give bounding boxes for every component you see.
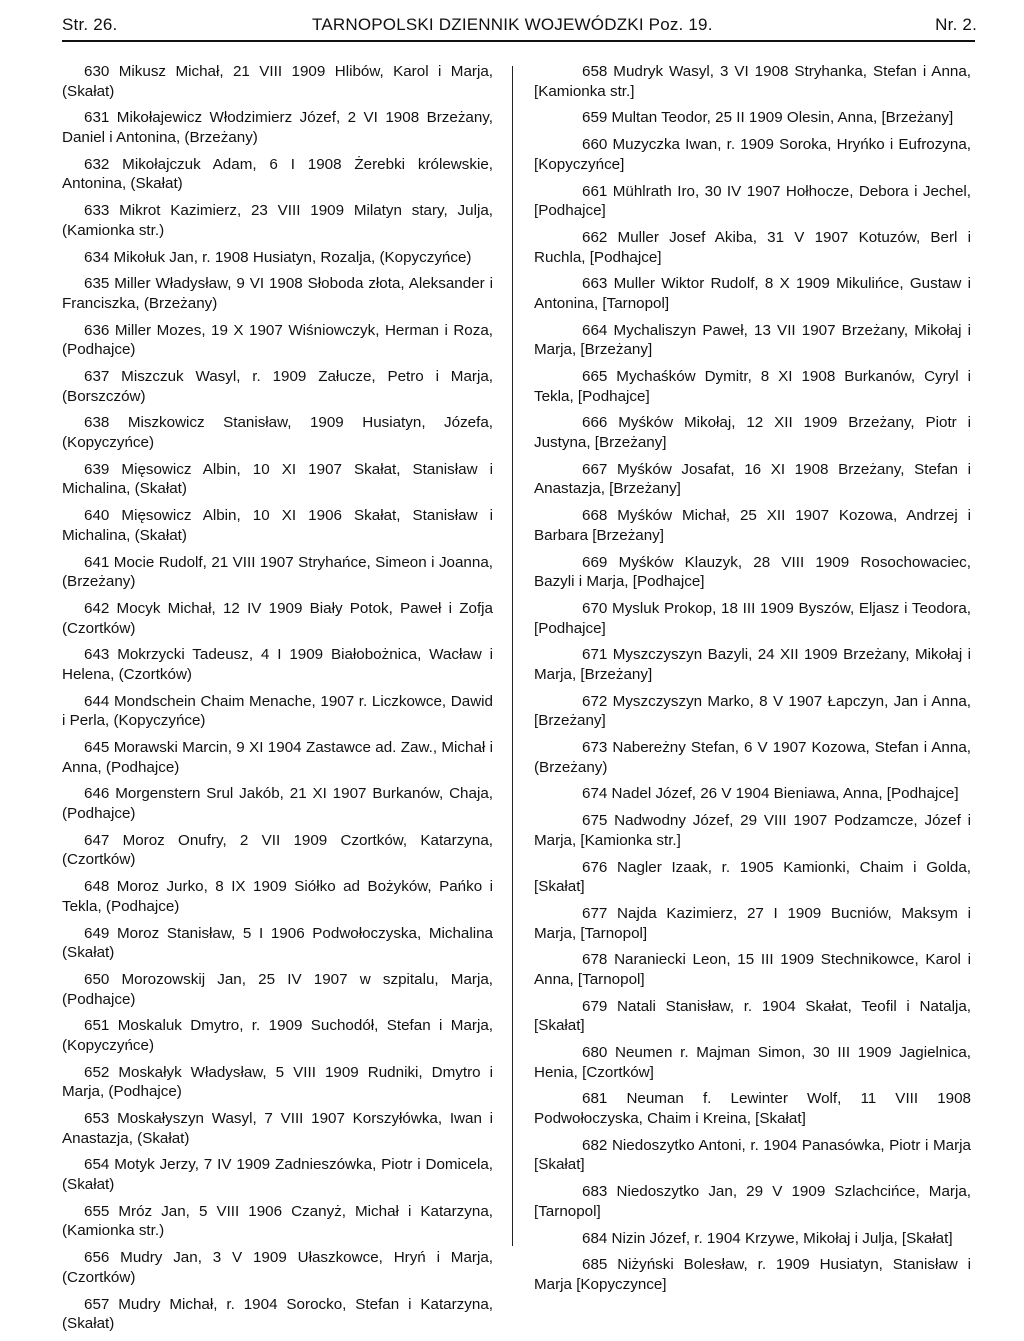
- register-entry: 664 Mychaliszyn Paweł, 13 VII 1907 Brzeżany, Mikołaj i Marja, [Brzeżany]: [534, 321, 971, 359]
- issue-number: Nr. 2.: [935, 15, 977, 34]
- right-column: [534, 62, 971, 1302]
- register-entry: 646 Morgenstern Srul Jakób, 21 XI 1907 Burkanów, Chaja, (Podhajce): [62, 785, 493, 822]
- register-entry: 655 Mróz Jan, 5 VIII 1906 Czanyż, Michał i Katarzyna, (Kamionka str.): [62, 1202, 493, 1240]
- left-column: [62, 62, 493, 1341]
- register-entry: 633 Mikrot Kazimierz, 23 VIII 1909 Milatyn stary, Julja, (Kamionka str.): [62, 202, 493, 239]
- register-entry: 665 Mychaśków Dymitr, 8 XI 1908 Burkanów, Cyryl i Tekla, [Podhajce]: [534, 368, 971, 405]
- register-entry: 638 Miszkowicz Stanisław, 1909 Husiatyn, Józefa, (Kopyczyńce): [62, 414, 493, 451]
- register-entry: 636 Miller Mozes, 19 X 1907 Wiśniowczyk, Herman i Roza, (Podhajce): [62, 321, 493, 359]
- register-entry: 683 Niedoszytko Jan, 29 V 1909 Szlachcińce, Marja, [Tarnopol]: [534, 1183, 971, 1220]
- header-rule: [62, 40, 975, 42]
- register-entry: 675 Nadwodny Józef, 29 VIII 1907 Podzamcze, Józef i Marja, [Kamionka str.]: [534, 812, 971, 849]
- register-entry: 631 Mikołajewicz Włodzimierz Józef, 2 VI 1908 Brzeżany, Daniel i Antonina, (Brzeżany): [62, 109, 493, 146]
- register-entry: 673 Nabereżny Stefan, 6 V 1907 Kozowa, Stefan i Anna, (Brzeżany): [534, 739, 971, 776]
- register-entry: 668 Myśków Michał, 25 XII 1907 Kozowa, Andrzej i Barbara [Brzeżany]: [534, 507, 971, 544]
- register-entry: 659 Multan Teodor, 25 II 1909 Olesin, Anna, [Brzeżany]: [582, 109, 954, 127]
- column-divider: [512, 66, 513, 1246]
- register-entry: 676 Nagler Izaak, r. 1905 Kamionki, Chaim i Golda, [Skałat]: [534, 858, 971, 896]
- register-entry: 654 Motyk Jerzy, 7 IV 1909 Zadnieszówka, Piotr i Domicela, (Skałat): [62, 1156, 493, 1193]
- register-entry: 684 Nizin Józef, r. 1904 Krzywe, Mikołaj i Julja, [Skałat]: [582, 1229, 953, 1247]
- page-header: [62, 12, 977, 38]
- register-entry: 634 Mikołuk Jan, r. 1908 Husiatyn, Rozalja, (Kopyczyńce): [84, 248, 472, 266]
- register-entry: 641 Mocie Rudolf, 21 VIII 1907 Stryhańce, Simeon i Joanna, (Brzeżany): [62, 553, 493, 591]
- register-entry: 669 Myśków Klauzyk, 28 VIII 1909 Rosochowaciec, Bazyli i Marja, [Podhajce]: [534, 553, 971, 591]
- register-entry: 656 Mudry Jan, 3 V 1909 Ułaszkowce, Hryń i Marja, (Czortków): [62, 1249, 493, 1286]
- register-entry: 630 Mikusz Michał, 21 VIII 1909 Hlibów, Karol i Marja, (Skałat): [62, 63, 493, 100]
- journal-title: TARNOPOLSKI DZIENNIK WOJEWÓDZKI Poz. 19.: [312, 15, 713, 34]
- register-entry: 662 Muller Josef Akiba, 31 V 1907 Kotuzów, Berl i Ruchla, [Podhajce]: [534, 228, 971, 266]
- register-entry: 650 Morozowskij Jan, 25 IV 1907 w szpitalu, Marja, (Podhajce): [62, 970, 493, 1008]
- register-entry: 645 Morawski Marcin, 9 XI 1904 Zastawce ad. Zaw., Michał i Anna, (Podhajce): [62, 739, 493, 776]
- register-entry: 644 Mondschein Chaim Menache, 1907 r. Liczkowce, Dawid i Perla, (Kopyczyńce): [62, 692, 493, 730]
- page-number: Str. 26.: [62, 15, 118, 34]
- register-entry: 667 Myśków Josafat, 16 XI 1908 Brzeżany, Stefan i Anastazja, [Brzeżany]: [534, 460, 971, 498]
- register-entry: 661 Mühlrath Iro, 30 IV 1907 Hołhocze, Debora i Jechel, [Podhajce]: [534, 182, 971, 220]
- register-entry: 632 Mikołajczuk Adam, 6 I 1908 Żerebki królewskie, Antonina, (Skałat): [62, 155, 493, 193]
- register-entry: 682 Niedoszytko Antoni, r. 1904 Panasówka, Piotr i Marja [Skałat]: [534, 1136, 971, 1174]
- register-entry: 648 Moroz Jurko, 8 IX 1909 Siółko ad Bożyków, Pańko i Tekla, (Podhajce): [62, 878, 493, 915]
- register-entry: 658 Mudryk Wasyl, 3 VI 1908 Stryhanka, Stefan i Anna, [Kamionka str.]: [534, 63, 971, 100]
- register-entry: 639 Mięsowicz Albin, 10 XI 1907 Skałat, Stanisław i Michalina, (Skałat): [62, 460, 493, 498]
- register-entry: 671 Myszczyszyn Bazyli, 24 XII 1909 Brzeżany, Mikołaj i Marja, [Brzeżany]: [534, 646, 971, 683]
- register-entry: 660 Muzyczka Iwan, r. 1909 Soroka, Hryńko i Eufrozyna, [Kopyczyńce]: [534, 136, 971, 173]
- register-entry: 681 Neuman f. Lewinter Wolf, 11 VIII 1908 Podwołoczyska, Chaim i Kreina, [Skałat]: [534, 1090, 971, 1128]
- register-entry: 677 Najda Kazimierz, 27 I 1909 Bucniów, Maksym i Marja, [Tarnopol]: [534, 904, 971, 942]
- register-entry: 680 Neumen r. Majman Simon, 30 III 1909 Jagielnica, Henia, [Czortków]: [534, 1044, 971, 1081]
- register-entry: 657 Mudry Michał, r. 1904 Sorocko, Stefan i Katarzyna, (Skałat): [62, 1295, 493, 1333]
- register-entry: 637 Miszczuk Wasyl, r. 1909 Załucze, Petro i Marja, (Borszczów): [62, 368, 493, 405]
- register-entry: 663 Muller Wiktor Rudolf, 8 X 1909 Mikulińce, Gustaw i Antonina, [Tarnopol]: [534, 275, 971, 312]
- register-entry: 666 Myśków Mikołaj, 12 XII 1909 Brzeżany, Piotr i Justyna, [Brzeżany]: [534, 414, 971, 451]
- register-entry: 672 Myszczyszyn Marko, 8 V 1907 Łapczyn, Jan i Anna, [Brzeżany]: [534, 692, 971, 730]
- register-entry: 652 Moskałyk Władysław, 5 VIII 1909 Rudniki, Dmytro i Marja, (Podhajce): [62, 1063, 493, 1101]
- register-entry: 670 Mysluk Prokop, 18 III 1909 Byszów, Eljasz i Teodora, [Podhajce]: [534, 599, 971, 637]
- register-entry: 649 Moroz Stanisław, 5 I 1906 Podwołoczyska, Michalina (Skałat): [62, 924, 493, 962]
- register-entry: 674 Nadel Józef, 26 V 1904 Bieniawa, Anna, [Podhajce]: [582, 785, 959, 803]
- register-entry: 643 Mokrzycki Tadeusz, 4 I 1909 Białobożnica, Wacław i Helena, (Czortków): [62, 646, 493, 683]
- register-entry: 651 Moskaluk Dmytro, r. 1909 Suchodół, Stefan i Marja, (Kopyczyńce): [62, 1017, 493, 1054]
- register-entry: 642 Mocyk Michał, 12 IV 1909 Biały Potok, Paweł i Zofja (Czortków): [62, 599, 493, 637]
- register-entry: 679 Natali Stanisław, r. 1904 Skałat, Teofil i Natalja, [Skałat]: [534, 997, 971, 1035]
- register-entry: 635 Miller Władysław, 9 VI 1908 Słoboda złota, Aleksander i Franciszka, (Brzeżany): [62, 275, 493, 312]
- register-entry: 685 Niżyński Bolesław, r. 1909 Husiatyn, Stanisław i Marja [Kopyczynce]: [534, 1256, 971, 1293]
- register-entry: 640 Mięsowicz Albin, 10 XI 1906 Skałat, Stanisław i Michalina, (Skałat): [62, 507, 493, 544]
- register-entry: 647 Moroz Onufry, 2 VII 1909 Czortków, Katarzyna, (Czortków): [62, 831, 493, 869]
- register-entry: 653 Moskałyszyn Wasyl, 7 VIII 1907 Korszyłówka, Iwan i Anastazja, (Skałat): [62, 1110, 493, 1147]
- register-entry: 678 Naraniecki Leon, 15 III 1909 Stechnikowce, Karol i Anna, [Tarnopol]: [534, 951, 971, 988]
